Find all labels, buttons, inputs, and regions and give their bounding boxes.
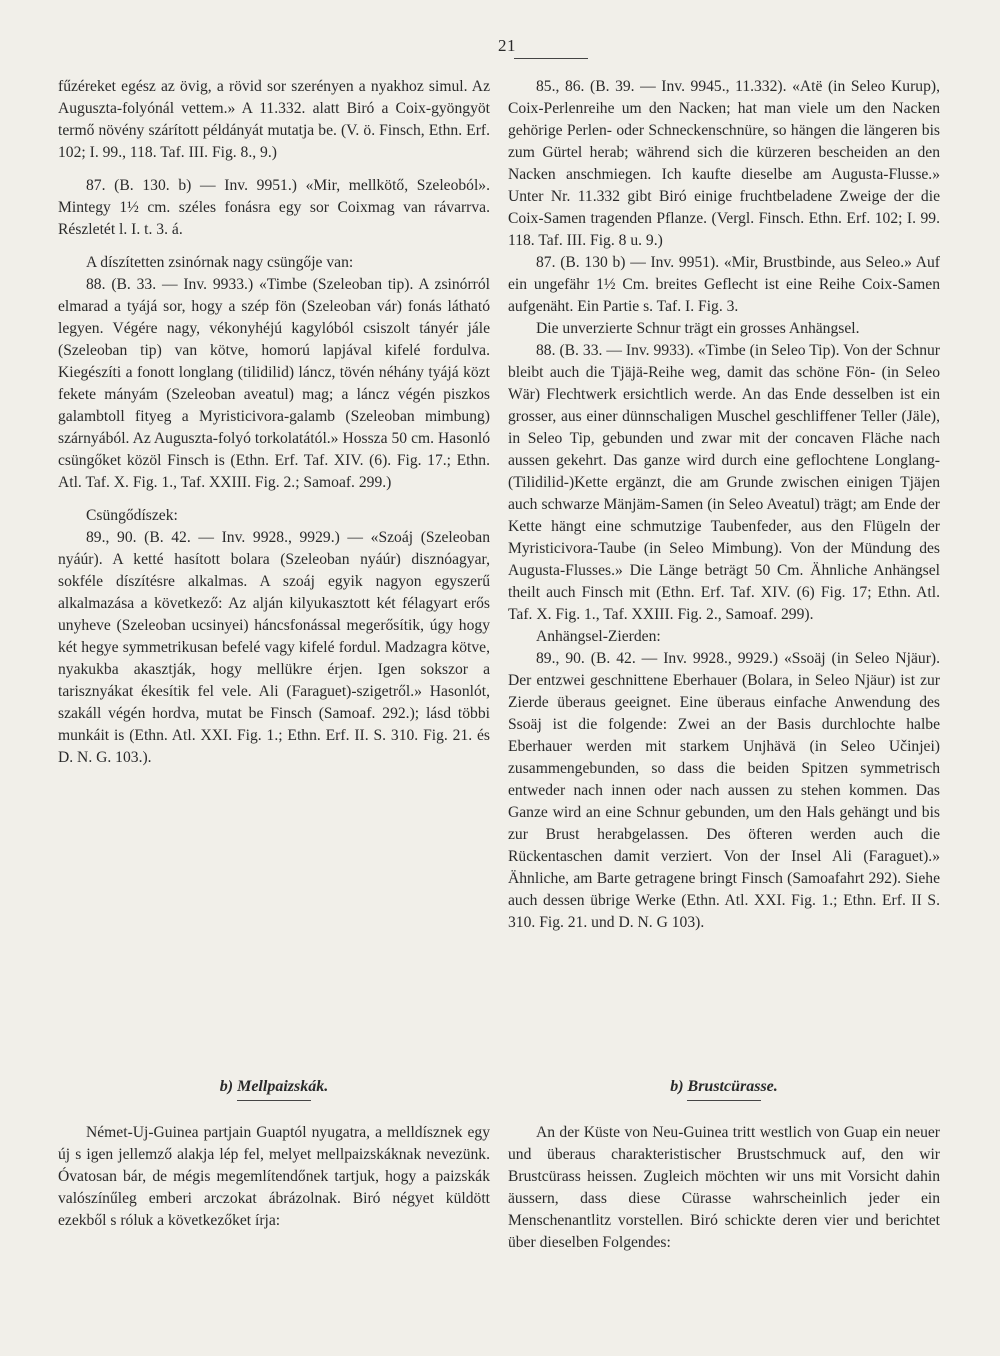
right-section-heading: b) Brustcürasse. xyxy=(670,1078,778,1095)
left-paragraph-2: 87. (B. 130. b) — Inv. 9951.) «Mir, mellkötő, Szeleoból». Mintegy 1½ cm. széles fonásra egy sor Coixmag van rávarrva. Részletét l. I. t. 3. á. xyxy=(58,177,490,238)
right-paragraph-6: 89., 90. (B. 42. — Inv. 9928., 9929.) «Ssoäj (in Seleo Njäur). Der entzwei geschnittene Eberhauer (Bolara, in Seleo Njäur) ist zur Zierde überaus geeignet. Eine überaus einfache Anwendung des Ssoäj ist die folgende: Zwei an der Basis durchlochte halbe Eberhauer werden mit starkem Unjhävä (in Seleo Učinjei) zusammengebunden, so dass die beiden Spitzen symmetrisch entweder nach innen oder nach aussen zu stehen kommen. Das Ganze wird an eine Schnur gebunden, um den Hals gehängt und bis zur Brust herabgelassen. Des öfteren werden auch die Rückentaschen damit verziert. Von der Insel Ali (Faraguet).» Ähnliche, am Barte getragene bringt Finsch (Samoafahrt 292). Siehe auch dessen übrige Werke (Ethn. Atl. XXI. Fig. 1.; Ethn. Erf. II S. 310. Fig. 21. und D. N. G 103). xyxy=(508,650,940,931)
left-paragraph-3: A díszítetten zsinórnak nagy csüngője van: xyxy=(86,254,354,271)
left-column xyxy=(58,76,490,769)
right-section-rule xyxy=(687,1100,761,1101)
left-paragraph-4: 88. (B. 33. — Inv. 9933.) «Timbe (Szeleoban tip). A zsinórról elmarad a tyájá sor, hogy a szép fön (Szeleoban vár) fonás látható legyen. Végére nagy, vékonyhéjú kagylóból csiszolt tányér jále (Szeleoban tip) van kötve, homorú lapjával kifelé fordulva. Kiegészíti a fonott longlang (tilidilid) láncz, tövén néhány tyájá közt fekete mányám (Szeleoban aveatul) mag; a láncz végén piszkos galambtoll fityeg a Myristicivora-galamb (Szeleoban mimbung) szárnyából. Az Auguszta-folyó torkolatától.» Hossza 50 cm. Hasonló csüngőket közöl Finsch is (Ethn. Erf. Taf. XIV. (6). Fig. 17.; Ethn. Atl. Taf. X. Fig. 1., Taf. XXIII. Fig. 2.; Samoaf. 299.) xyxy=(58,276,490,491)
left-paragraph-1: fűzéreket egész az övig, a rövid sor szerényen a nyakhoz simul. Az Auguszta-folyónál vettem.» A 11.332. alatt Biró a Coix-gyöngyöt termő növény szárított példányát mutatja be. (V. ö. Finsch, Ethn. Erf. 102; I. 99., 118. Taf. III. Fig. 8., 9.) xyxy=(58,78,490,161)
right-section-text: An der Küste von Neu-Guinea tritt westlich von Guap ein neuer und überaus charakteristischer Brustschmuck auf, den wir Brustcürass heissen. Zugleich möchten wir uns mit Vorsicht dahin äussern, dass diese Cürasse wahrscheinlich jeder ein Menschenantlitz vorstellen. Biró schickte deren vier und berichtet über dieselben Folgendes: xyxy=(508,1124,940,1251)
header-rule xyxy=(514,58,588,59)
right-paragraph-1: 85., 86. (B. 39. — Inv. 9945., 11.332). «Atë (in Seleo Kurup), Coix-Perlenreihe um den Nacken; hat man viele um den Nacken gehörige Perlen- oder Schneckenschnüre, so hängen die längeren bis zum Gürtel herab; während sich die kürzeren bescheiden an den Nacken anschmiegen. Ich kaufte dieselbe am Augusta-Flusse.» Unter Nr. 11.332 gibt Biró einige fruchtbeladene Zweige der die Coix-Samen tragenden Pflanze. (Vergl. Finsch. Ethn. Erf. 102; I. 99. 118. Taf. III. Fig. 8 u. 9.) xyxy=(508,78,940,249)
left-section-text: Német-Uj-Guinea partjain Guaptól nyugatra, a melldísznek egy új s igen jellemző alakja lép fel, melyet mellpaizskáknak nevezünk. Óvatosan bár, de mégis megemlítendőnek tartjuk, hogy a paizskák valószínűleg emberi arczokat ábrázolnak. Biró négyet küldött ezekből s róluk a következőket írja: xyxy=(58,1124,490,1229)
left-section-rule xyxy=(237,1100,311,1101)
right-column xyxy=(508,76,940,934)
right-paragraph-5: Anhängsel-Zierden: xyxy=(536,628,661,645)
right-paragraph-3: Die unverzierte Schnur trägt ein grosses Anhängsel. xyxy=(536,320,860,337)
right-paragraph-4: 88. (B. 33. — Inv. 9933). «Timbe (in Seleo Tip). Von der Schnur bleibt auch die Tjäjä-Reihe weg, damit das schöne Fön- (in Seleo Wär) Flechtwerk ersichtlich werde. An das Ende desselben ist ein grosser, aus einer dünnschaligen Muschel geschliffener Teller (Jäle), in Seleo Tip, gebunden und zwar mit der concaven Fläche nach aussen gekehrt. Das ganze wird durch eine geflochtene Longlang-(Tilidilid-)Kette ergänzt, die am Grunde zwischen einigen Tjäjen auch schwarze Mänjäm-Samen (in Seleo Aveatul) trägt; am Ende der Kette hängt eine schmutzige Taubenfeder, aus den Flügeln der Myristicivora-Taube (in Seleo Mimbung). Von der Mündung des Augusta-Flusses.» Die Länge beträgt 50 Cm. Ähnliche Anhängsel theilt auch Finsch mit (Ethn. Erf. Taf. XIV. (6) Fig. 17; Ethn. Atl. Taf. X. Fig. 1., Taf. XXIII. Fig. 2., Samoaf. 299). xyxy=(508,342,940,623)
left-paragraph-6: 89., 90. (B. 42. — Inv. 9928., 9929.) — «Szoáj (Szeleoban nyáúr). A ketté hasított bolara (Szeleoban nyáúr) disznóagyar, sokféle díszítésre alkalmas. A szoáj egyik nagyon egyszerű alkalmazása a következő: Az alján kilyukasztott két félagyart erős unyheve (Szeleoban ucsinyei) háncsfonással megerősítik, úgy hogy két hegye symmetrikusan befelé vagy kifelé fordul. Madzagra kötve, nyakukba akasztják, hogy mellükre érjen. Igen sokszor a tarisznyákat ékesítik fel vele. Ali (Faraguet)-szigetről.» Hasonlót, szakáll végén hordva, mutat be Finsch (Samoaf. 292.); lásd többi munkáit is (Ethn. Atl. XXI. Fig. 1.; Ethn. Erf. II. S. 310. Fig. 21. és D. N. G. 103.). xyxy=(58,529,490,766)
right-paragraph-2: 87. (B. 130 b) — Inv. 9951). «Mir, Brustbinde, aus Seleo.» Auf ein ungefähr 1½ Cm. breites Geflecht ist eine Reihe Coix-Samen aufgenäht. Ein Partie s. Taf. I. Fig. 3. xyxy=(508,254,940,315)
left-section-heading: b) Mellpaizskák. xyxy=(219,1078,329,1095)
left-paragraph-5: Csüngődíszek: xyxy=(86,507,178,524)
page-number: 21 xyxy=(498,36,516,55)
